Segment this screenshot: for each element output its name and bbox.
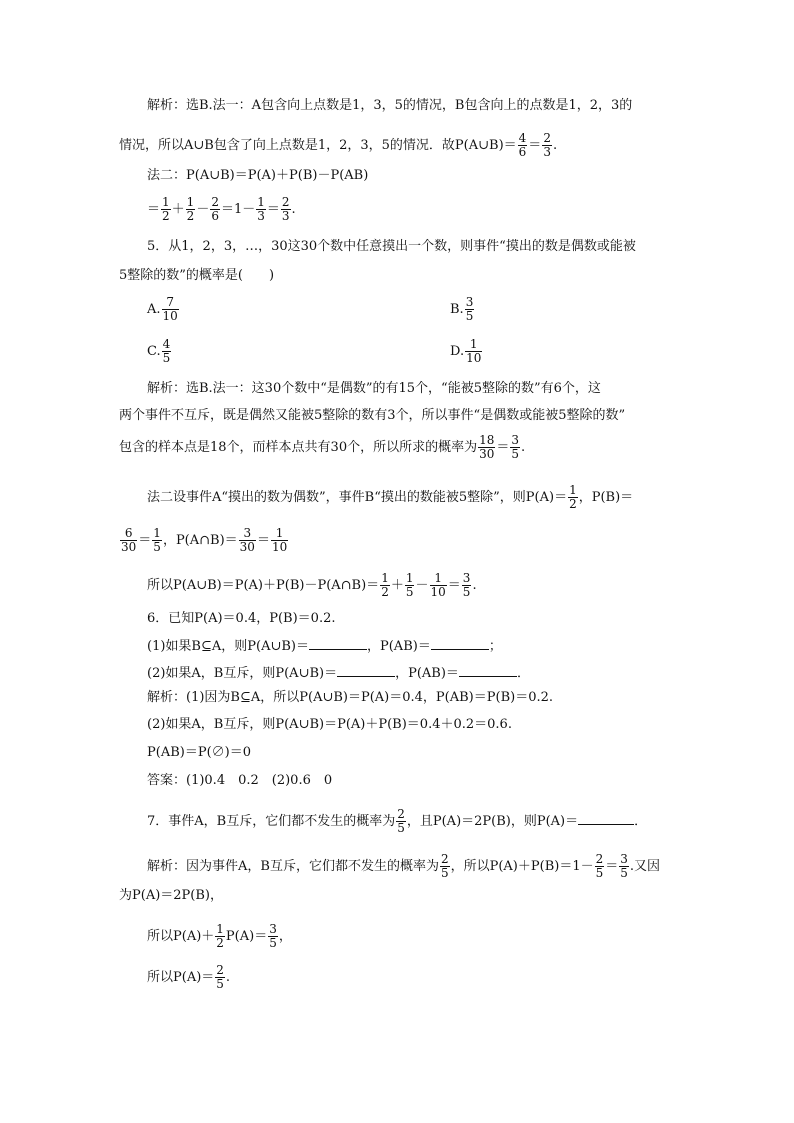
text-segment: (1)如果B⊆A，则P(A∪B)＝ xyxy=(147,639,309,654)
text-segment: ＝ xyxy=(528,138,542,153)
fraction-denominator: 6 xyxy=(211,209,219,223)
fraction-denominator: 5 xyxy=(269,936,277,950)
fraction xyxy=(478,434,495,461)
solution-6-line-2: (2)如果A，B互斥，则P(A∪B)＝P(A)＋P(B)＝0.4＋0.2＝0.6. xyxy=(147,717,512,732)
text-segment: ，且P(A)＝2P(B)，则P(A)＝ xyxy=(406,814,579,829)
text-segment: 法二设事件A“摸出的数为偶数”，事件B“摸出的数能被5整除”，则P(A)＝ xyxy=(147,490,568,505)
fraction xyxy=(256,196,266,223)
solution-4-line-2 xyxy=(119,132,557,159)
text-segment: ，P(AB)＝ xyxy=(395,666,459,681)
fraction xyxy=(518,132,528,159)
fraction-denominator: 10 xyxy=(162,309,178,323)
question-6-line-1: 6．已知P(A)＝0.4，P(B)＝0.2. xyxy=(147,611,336,626)
solution-5-line-3 xyxy=(119,434,525,461)
question-6-line-3 xyxy=(147,664,530,682)
fraction-denominator: 2 xyxy=(216,936,224,950)
fraction-numerator: 2 xyxy=(397,807,405,821)
text-segment: ； xyxy=(488,639,502,654)
solution-7-line-3 xyxy=(147,923,292,950)
fraction xyxy=(510,434,520,461)
answer-blank xyxy=(578,812,634,825)
fraction xyxy=(120,527,137,554)
fraction-numerator: 1 xyxy=(381,571,389,585)
fraction-denominator: 2 xyxy=(569,497,577,511)
text-segment: D. xyxy=(450,344,465,359)
fraction-numerator: 3 xyxy=(239,527,256,541)
solution-5-method-2-line-2 xyxy=(119,527,289,554)
fraction-numerator: 1 xyxy=(216,922,224,936)
text-segment: － xyxy=(196,202,210,217)
text-segment: 所以P(A)＝ xyxy=(147,970,215,985)
fraction xyxy=(380,572,390,599)
fraction xyxy=(239,527,256,554)
text-segment: ＝ xyxy=(147,202,161,217)
solution-7-line-1 xyxy=(147,853,660,880)
fraction-numerator: 2 xyxy=(543,131,551,145)
text-segment: ＝ xyxy=(256,533,270,548)
text-segment: － xyxy=(415,578,429,593)
answer-blank xyxy=(459,664,517,677)
text-segment: ，P(A∩B)＝ xyxy=(162,533,238,548)
method-2-equation xyxy=(147,196,296,223)
fraction-denominator: 5 xyxy=(440,866,449,880)
fraction xyxy=(210,196,220,223)
fraction-denominator: 30 xyxy=(239,540,255,554)
fraction xyxy=(281,196,291,223)
text-segment: 7．事件A，B互斥，它们都不发生的概率为 xyxy=(147,814,396,829)
fraction xyxy=(162,296,179,323)
fraction-numerator: 3 xyxy=(465,295,474,309)
text-segment: . xyxy=(472,578,477,593)
fraction-numerator: 1 xyxy=(465,338,482,352)
fraction-numerator: 1 xyxy=(405,571,414,585)
fraction-denominator: 5 xyxy=(405,585,414,599)
fraction-denominator: 5 xyxy=(397,821,405,835)
option-a xyxy=(147,296,180,323)
fraction-denominator: 5 xyxy=(595,866,604,880)
solution-5-line-1: 解析：选B.法一：这30个数中“是偶数”的有15个，“能被5整除的数”有6个，这 xyxy=(147,381,601,396)
fraction-denominator: 5 xyxy=(162,351,171,365)
fraction-numerator: 3 xyxy=(511,433,520,447)
method-2-label: 法二：P(A∪B)＝P(A)＋P(B)－P(AB) xyxy=(147,168,369,183)
fraction-denominator: 30 xyxy=(121,540,137,554)
fraction-numerator: 1 xyxy=(162,195,170,209)
text-segment: ＝ xyxy=(496,440,510,455)
fraction xyxy=(430,572,447,599)
answer-6: 答案：(1)0.4 0.2 (2)0.6 0 xyxy=(147,773,333,788)
fraction-denominator: 2 xyxy=(162,209,170,223)
solution-5-method-2-line-1 xyxy=(147,484,633,511)
fraction-denominator: 5 xyxy=(216,977,224,991)
solution-6-line-3: P(AB)＝P(∅)＝0 xyxy=(147,745,251,760)
fraction xyxy=(268,923,278,950)
solution-4-line-1: 解析：选B.法一：A包含向上点数是1，3，5的情况，B包含向上的点数是1，2，3的 xyxy=(147,98,633,113)
fraction-numerator: 2 xyxy=(281,195,290,209)
text-segment: ＋ xyxy=(390,578,404,593)
fraction-denominator: 5 xyxy=(511,447,520,461)
fraction-denominator: 5 xyxy=(462,585,471,599)
fraction-numerator: 4 xyxy=(518,131,527,145)
fraction xyxy=(619,853,629,880)
fraction-numerator: 1 xyxy=(430,572,447,586)
text-segment: B. xyxy=(450,302,464,317)
solution-5-method-2-line-3 xyxy=(147,572,477,599)
text-segment: .又因 xyxy=(629,859,661,874)
fraction-denominator: 2 xyxy=(186,209,195,223)
fraction xyxy=(462,572,472,599)
fraction-numerator: 2 xyxy=(211,195,219,209)
fraction-numerator: 3 xyxy=(620,852,628,866)
fraction xyxy=(568,484,578,511)
question-6-line-2 xyxy=(147,637,502,655)
text-segment: C. xyxy=(147,344,161,359)
option-c xyxy=(147,338,172,365)
text-segment: . xyxy=(291,202,296,217)
text-segment: ＋ xyxy=(171,202,185,217)
fraction-numerator: 1 xyxy=(186,195,195,209)
text-segment: ，所以P(A)＋P(B)＝1－ xyxy=(450,859,594,874)
text-segment: 所以P(A∪B)＝P(A)＋P(B)－P(A∩B)＝ xyxy=(147,578,380,593)
fraction-numerator: 18 xyxy=(479,433,495,447)
fraction-numerator: 1 xyxy=(257,195,265,209)
answer-blank xyxy=(309,637,367,650)
option-b xyxy=(450,296,475,323)
fraction xyxy=(440,853,450,880)
question-5-line-1: 5．从1，2，3，…，30这30个数中任意摸出一个数，则事件“摸出的数是偶数或能被 xyxy=(147,239,636,254)
text-segment: . xyxy=(521,440,526,455)
solution-7-line-2: 为P(A)＝2P(B)， xyxy=(119,888,223,903)
text-segment: 解析：因为事件A，B互斥，它们都不发生的概率为 xyxy=(147,859,439,874)
question-7 xyxy=(147,808,647,835)
fraction xyxy=(465,296,475,323)
text-segment: . xyxy=(552,138,558,153)
fraction-numerator: 1 xyxy=(153,526,161,540)
fraction xyxy=(271,527,288,554)
fraction-denominator: 3 xyxy=(257,209,265,223)
text-segment: ＝ xyxy=(447,578,461,593)
fraction-denominator: 5 xyxy=(465,309,474,323)
answer-blank xyxy=(431,637,489,650)
fraction-numerator: 2 xyxy=(440,852,449,866)
fraction-denominator: 10 xyxy=(430,585,446,599)
text-segment: 情况，所以A∪B包含了向上点数是1，2，3，5的情况．故P(A∪B)＝ xyxy=(119,138,517,153)
solution-5-line-2: 两个事件不互斥，既是偶然又能被5整除的数有3个，所以事件“是偶数或能被5整除的数” xyxy=(119,408,626,423)
fraction-numerator: 2 xyxy=(216,963,224,977)
fraction-denominator: 3 xyxy=(281,209,290,223)
fraction xyxy=(162,338,172,365)
text-segment: ＝ xyxy=(266,202,280,217)
fraction xyxy=(161,196,171,223)
fraction-denominator: 10 xyxy=(271,540,288,554)
text-segment: ， xyxy=(278,929,292,944)
text-segment: ＝ xyxy=(605,859,619,874)
fraction-denominator: 5 xyxy=(153,540,161,554)
text-segment: ，P(B)＝ xyxy=(578,490,634,505)
fraction xyxy=(396,808,406,835)
fraction xyxy=(186,196,196,223)
text-segment: ． xyxy=(634,814,648,829)
fraction xyxy=(405,572,415,599)
fraction-denominator: 2 xyxy=(381,585,389,599)
fraction-numerator: 6 xyxy=(120,527,137,541)
fraction-denominator: 5 xyxy=(620,866,628,880)
text-segment: . xyxy=(225,970,231,985)
fraction-denominator: 10 xyxy=(466,351,482,365)
text-segment: 包含的样本点是18个，而样本点共有30个，所以所求的概率为 xyxy=(119,440,478,455)
fraction-numerator: 1 xyxy=(569,483,577,497)
text-segment: (2)如果A，B互斥，则P(A∪B)＝ xyxy=(147,666,338,681)
solution-7-line-4 xyxy=(147,964,230,991)
text-segment: A. xyxy=(147,302,161,317)
option-d xyxy=(450,338,483,365)
text-segment: P(A)＝ xyxy=(225,929,268,944)
fraction xyxy=(152,527,162,554)
text-segment: ＝1－ xyxy=(220,202,256,217)
fraction xyxy=(542,132,552,159)
fraction-denominator: 3 xyxy=(543,145,551,159)
answer-blank xyxy=(337,664,395,677)
text-segment: ． xyxy=(516,666,530,681)
fraction-denominator: 30 xyxy=(479,447,495,461)
fraction-numerator: 7 xyxy=(162,296,179,310)
solution-6-line-1: 解析：(1)因为B⊆A，所以P(A∪B)＝P(A)＝0.4，P(AB)＝P(B)＝0.2. xyxy=(147,690,554,705)
fraction-numerator: 3 xyxy=(269,922,277,936)
fraction-denominator: 6 xyxy=(518,145,527,159)
fraction xyxy=(595,853,605,880)
fraction-numerator: 2 xyxy=(595,852,604,866)
fraction xyxy=(215,923,225,950)
fraction-numerator: 3 xyxy=(462,571,471,585)
fraction xyxy=(215,964,225,991)
text-segment: ，P(AB)＝ xyxy=(366,639,431,654)
text-segment: ＝ xyxy=(138,533,152,548)
fraction-numerator: 4 xyxy=(162,337,171,351)
question-5-line-2: 5整除的数”的概率是( ) xyxy=(119,268,275,283)
fraction xyxy=(465,338,482,365)
text-segment: 所以P(A)＋ xyxy=(147,929,215,944)
fraction-numerator: 1 xyxy=(271,527,288,541)
